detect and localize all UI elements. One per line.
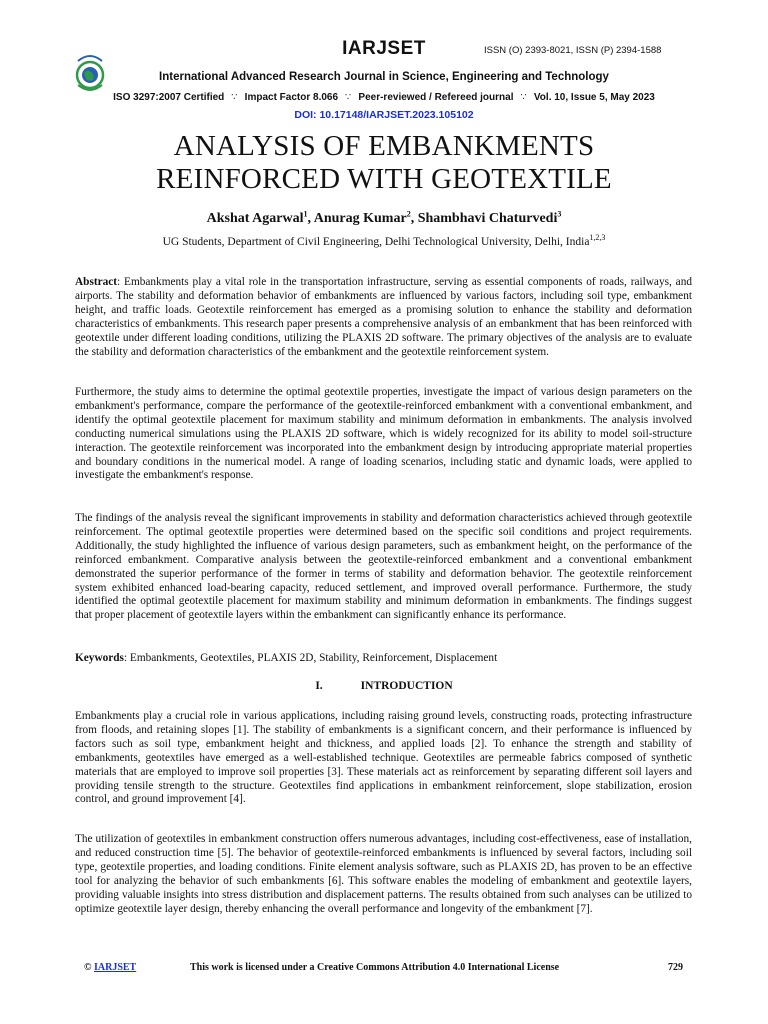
abstract-text: : Embankments play a vital role in the transportation infrastructure, serving as essential components of roads, railways, and airports. The stability and deformation behavior of embankments are influenced by various factors, including soil type, embankment height, and traffic loads. Geotextile reinforcement has emerged as a promising solution to enhance the stability and deformation characteristics of embankments. This research paper presents a comprehensive analysis of an embankment that has been reinforced with geotextile under different loading conditions, utilizing the PLAXIS 2D software. The primary objectives of the analysis are to evaluate the stability and deformation characteristics of the embankment and the geotextile reinforcement system. [75, 276, 692, 358]
paper-title [0, 130, 768, 196]
journal-full-name: International Advanced Research Journal in Science, Engineering and Technology [159, 71, 609, 83]
paper-title-line-2: REINFORCED WITH GEOTEXTILE [156, 163, 612, 195]
author-superscript: 1 [303, 209, 308, 219]
abstract-label: Abstract [75, 276, 118, 288]
volume-issue: Vol. 10, Issue 5, May 2023 [533, 92, 655, 103]
doi-link[interactable]: DOI: 10.17148/IARJSET.2023.105102 [294, 109, 474, 121]
author-superscript: 2 [406, 209, 411, 219]
affiliation-text: UG Students, Department of Civil Engineering, Delhi Technological University, Delhi, India [162, 236, 590, 248]
section-heading-introduction [0, 680, 768, 692]
journal-meta-line [0, 92, 768, 103]
section-title: INTRODUCTION [360, 680, 453, 692]
separator-icon: ∵ [520, 92, 527, 103]
abstract-paragraph [75, 276, 692, 359]
author-affiliation [0, 233, 768, 248]
footer-copyright [84, 962, 136, 973]
author-separator: , [410, 211, 418, 226]
author-name: Shambhavi Chaturvedi [417, 211, 558, 226]
keywords-text: : Embankments, Geotextiles, PLAXIS 2D, Stability, Reinforcement, Displacement [123, 652, 498, 664]
introduction-paragraph-1: Embankments play a crucial role in various applications, including raising ground levels, constructing roads, protecting infrastructure from floods, and retaining slopes [1]. The stability of embankments is a significant concern, and their performance is influenced by factors such as soil type, embankment height and thickness, and applied loads [2]. To enhance the strength and stability of embankments, geotextiles have emerged as a well-established technique. Geotextiles are permeable fabrics composed of synthetic materials that are employed to improve soil properties [3]. These materials act as reinforcement by separating different soil layers and providing tensile strength to the structure. Geotextiles find applications in embankment reinforcement, slope stabilization, erosion control, and ground improvement [4]. [75, 710, 692, 806]
abstract-paragraph-2: Furthermore, the study aims to determine the optimal geotextile properties, investigate the impact of various design parameters on the embankment's performance, compare the performance of the geotextile-reinforced embankment with a conventional embankment, and identify the optimal geotextile placement for maximum stability and minimum deformation in embankments. The analysis involved conducting numerical simulations using the PLAXIS 2D software, which is widely recognized for its ability to model soil-structure interaction. The geotextile reinforcement was incorporated into the embankment design by introducing appropriate material properties and boundary conditions in the numerical model. A range of loading scenarios, including static and dynamic loads, were applied to investigate the embankment's response. [75, 386, 692, 482]
journal-short-name: IARJSET [342, 38, 426, 59]
affiliation-superscript: 1,2,3 [589, 233, 606, 243]
footer-license-text: This work is licensed under a Creative Commons Attribution 4.0 International License [190, 962, 560, 973]
author-separator: , [307, 211, 314, 226]
issn-text: ISSN (O) 2393-8021, ISSN (P) 2394-1588 [484, 45, 662, 56]
separator-icon: ∵ [345, 92, 352, 103]
impact-factor: Impact Factor 8.066 [244, 92, 339, 103]
iso-certified: ISO 3297:2007 Certified [113, 92, 225, 103]
author-superscript: 3 [557, 209, 562, 219]
author-name: Akshat Agarwal [206, 211, 304, 226]
paper-title-line-1: ANALYSIS OF EMBANKMENTS [173, 130, 595, 162]
author-list [0, 211, 768, 227]
introduction-paragraph-2: The utilization of geotextiles in embankment construction offers numerous advantages, including cost-effectiveness, ease of installation, and reduced construction time [5]. The behavior of geotextile-reinforced embankments is influenced by several factors, including soil type, geotextile properties, and loading conditions. Finite element analysis software, such as PLAXIS 2D, has proven to be an effective tool for analyzing the behavior of such embankments [6]. This software enables the modeling of embankment and geotextile layers, providing valuable insights into stress distribution and displacement patterns. The results obtained from such analyses can be utilized to optimize geotextile layer design, thereby enhancing the overall performance and longevity of the embankment [7]. [75, 833, 692, 915]
page-number: 729 [668, 962, 683, 973]
keywords-label: Keywords [75, 652, 124, 664]
section-number: I. [315, 680, 323, 692]
author-name: Anurag Kumar [313, 211, 407, 226]
peer-reviewed: Peer-reviewed / Refereed journal [358, 92, 514, 103]
copyright-symbol: © [84, 962, 92, 973]
separator-icon: ∵ [231, 92, 238, 103]
footer-journal-link[interactable]: IARJSET [93, 962, 137, 973]
abstract-paragraph-3: The findings of the analysis reveal the significant improvements in stability and deformation characteristics achieved through geotextile reinforcement. The optimal geotextile properties were determined based on the specific soil conditions and project requirements. Additionally, the study highlighted the influence of various design parameters, such as embankment height, on the performance of the reinforced embankment. Comparative analysis between the geotextile-reinforced embankment and a conventional embankment demonstrated the superior performance of the former in terms of stability and deformation behavior. The geotextile reinforcement system exhibited enhanced load-bearing capacity, reduced settlement, and improved overall performance. Furthermore, the study identified the optimal geotextile placement for maximum stability and minimum deformation in embankments. The findings suggest that proper placement of geotextile layers within the embankment can significantly enhance its performance. [75, 512, 692, 622]
keywords-paragraph [75, 652, 692, 666]
